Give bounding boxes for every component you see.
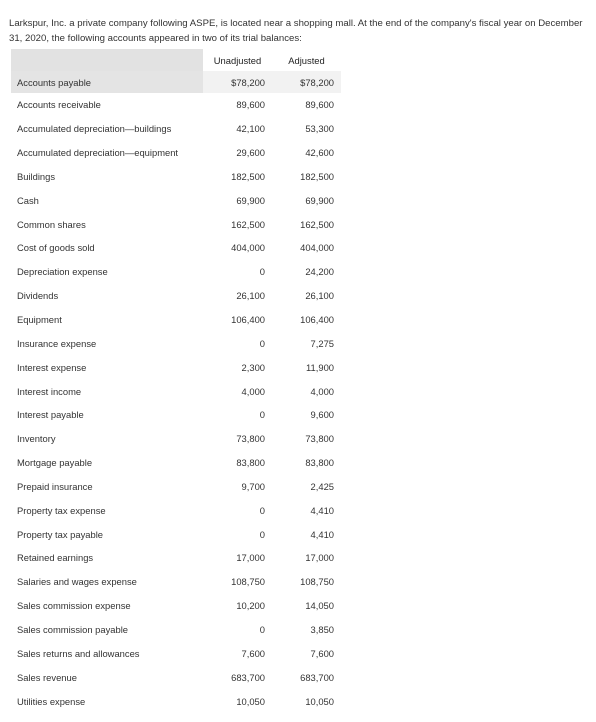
table-row	[11, 522, 341, 546]
account-cell: Property tax payable	[17, 528, 103, 540]
table-row	[11, 451, 341, 475]
adjusted-cell: 24,200	[305, 266, 334, 278]
account-cell: Sales commission expense	[17, 600, 131, 612]
table-row	[11, 331, 341, 355]
adjusted-cell: 683,700	[300, 671, 334, 683]
table-header-row	[11, 49, 341, 71]
unadjusted-cell: 7,600	[241, 647, 265, 659]
table-row	[11, 427, 341, 451]
unadjusted-cell: 108,750	[231, 576, 265, 588]
adjusted-cell: 53,300	[305, 123, 334, 135]
table-row	[11, 570, 341, 594]
account-cell: Utilities expense	[17, 695, 86, 707]
adjusted-cell: $78,200	[272, 71, 341, 93]
account-cell: Accumulated depreciation—equipment	[17, 147, 179, 159]
adjusted-cell: 11,900	[306, 361, 334, 373]
table-row	[11, 546, 341, 570]
adjusted-cell: 182,500	[300, 170, 334, 182]
account-cell: Dividends	[17, 290, 59, 302]
account-cell: Sales returns and allowances	[17, 647, 140, 659]
table-row	[11, 260, 341, 284]
table-row	[11, 93, 341, 117]
adjusted-cell: 9,600	[310, 409, 334, 421]
account-cell: Depreciation expense	[17, 266, 108, 278]
unadjusted-cell: 73,800	[236, 433, 265, 445]
account-cell: Accounts receivable	[17, 99, 101, 111]
adjusted-cell: 7,275	[310, 337, 334, 349]
table-row	[11, 475, 341, 499]
adjusted-cell: 4,410	[310, 504, 334, 516]
account-cell: Cash	[17, 194, 39, 206]
table-row	[11, 379, 341, 403]
unadjusted-cell: 83,800	[236, 457, 265, 469]
unadjusted-cell: 9,700	[241, 480, 265, 492]
adjusted-cell: 106,400	[300, 314, 334, 326]
account-cell: Buildings	[17, 170, 56, 182]
unadjusted-cell: 29,600	[236, 147, 265, 159]
adjusted-cell: 3,850	[310, 623, 334, 635]
adjusted-cell: 42,600	[305, 147, 334, 159]
account-cell: Accumulated depreciation—buildings	[17, 123, 172, 135]
unadjusted-cell: 17,000	[236, 552, 265, 564]
table-row	[11, 308, 341, 332]
unadjusted-cell: 182,500	[231, 170, 265, 182]
unadjusted-cell: 0	[259, 504, 265, 516]
table-row	[11, 165, 341, 189]
account-cell: Accounts payable	[11, 71, 203, 93]
unadjusted-cell: 89,600	[236, 99, 265, 111]
table-row	[11, 355, 341, 379]
adjusted-cell: 10,050	[305, 695, 334, 707]
unadjusted-cell: 10,050	[236, 695, 265, 707]
adjusted-cell: 83,800	[305, 457, 334, 469]
table-row	[11, 403, 341, 427]
unadjusted-cell: 0	[259, 528, 265, 540]
adjusted-cell: 89,600	[305, 99, 334, 111]
adjusted-cell: 73,800	[305, 433, 334, 445]
account-cell: Interest expense	[17, 361, 87, 373]
account-cell: Cost of goods sold	[17, 242, 95, 254]
adjusted-cell: 162,500	[300, 218, 334, 230]
account-cell: Prepaid insurance	[17, 480, 93, 492]
unadjusted-cell: 106,400	[231, 314, 265, 326]
account-cell: Interest income	[17, 385, 82, 397]
header-unadjusted: Unadjusted	[203, 49, 272, 71]
account-cell: Equipment	[17, 314, 62, 326]
table-row	[11, 236, 341, 260]
adjusted-cell: 69,900	[305, 194, 334, 206]
adjusted-cell: 26,100	[305, 290, 334, 302]
table-body	[11, 71, 341, 713]
table-row	[11, 594, 341, 618]
adjusted-cell: 14,050	[305, 600, 334, 612]
unadjusted-cell: 69,900	[236, 194, 265, 206]
table-row	[11, 284, 341, 308]
unadjusted-cell: 4,000	[241, 385, 265, 397]
account-cell: Interest payable	[17, 409, 84, 421]
intro-text: Larkspur, Inc. a private company following ASPE, is located near a shopping mall. At the end of the company's fiscal year on December 31, 2020, the following accounts appeared in two of its trial balances:	[9, 17, 583, 44]
adjusted-cell: 17,000	[305, 552, 334, 564]
unadjusted-cell: 0	[259, 337, 265, 349]
trial-balance-table	[11, 49, 341, 713]
account-cell: Sales revenue	[17, 671, 77, 683]
unadjusted-cell: 0	[259, 409, 265, 421]
unadjusted-cell: 404,000	[231, 242, 265, 254]
table-row	[11, 641, 341, 665]
account-cell: Retained earnings	[17, 552, 94, 564]
adjusted-cell: 4,000	[310, 385, 334, 397]
table-row	[11, 689, 341, 713]
table-row	[11, 618, 341, 642]
table-row	[11, 665, 341, 689]
table-row	[11, 212, 341, 236]
unadjusted-cell: $78,200	[203, 71, 272, 93]
header-adjusted: Adjusted	[272, 49, 341, 71]
unadjusted-cell: 10,200	[236, 600, 265, 612]
adjusted-cell: 2,425	[310, 480, 334, 492]
account-cell: Property tax expense	[17, 504, 106, 516]
unadjusted-cell: 26,100	[236, 290, 265, 302]
table-row	[11, 71, 341, 93]
adjusted-cell: 404,000	[300, 242, 334, 254]
account-cell: Sales commission payable	[17, 623, 128, 635]
adjusted-cell: 4,410	[310, 528, 334, 540]
account-cell: Inventory	[17, 433, 56, 445]
unadjusted-cell: 42,100	[236, 123, 265, 135]
unadjusted-cell: 683,700	[231, 671, 265, 683]
unadjusted-cell: 162,500	[231, 218, 265, 230]
table-row	[11, 188, 341, 212]
table-row	[11, 117, 341, 141]
account-cell: Salaries and wages expense	[17, 576, 137, 588]
table-row	[11, 141, 341, 165]
unadjusted-cell: 2,300	[241, 361, 265, 373]
adjusted-cell: 108,750	[300, 576, 334, 588]
account-cell: Mortgage payable	[17, 457, 93, 469]
account-cell: Insurance expense	[17, 337, 97, 349]
table-row	[11, 498, 341, 522]
account-cell: Common shares	[17, 218, 86, 230]
unadjusted-cell: 0	[259, 623, 265, 635]
header-account	[11, 49, 203, 71]
adjusted-cell: 7,600	[310, 647, 334, 659]
unadjusted-cell: 0	[259, 266, 265, 278]
